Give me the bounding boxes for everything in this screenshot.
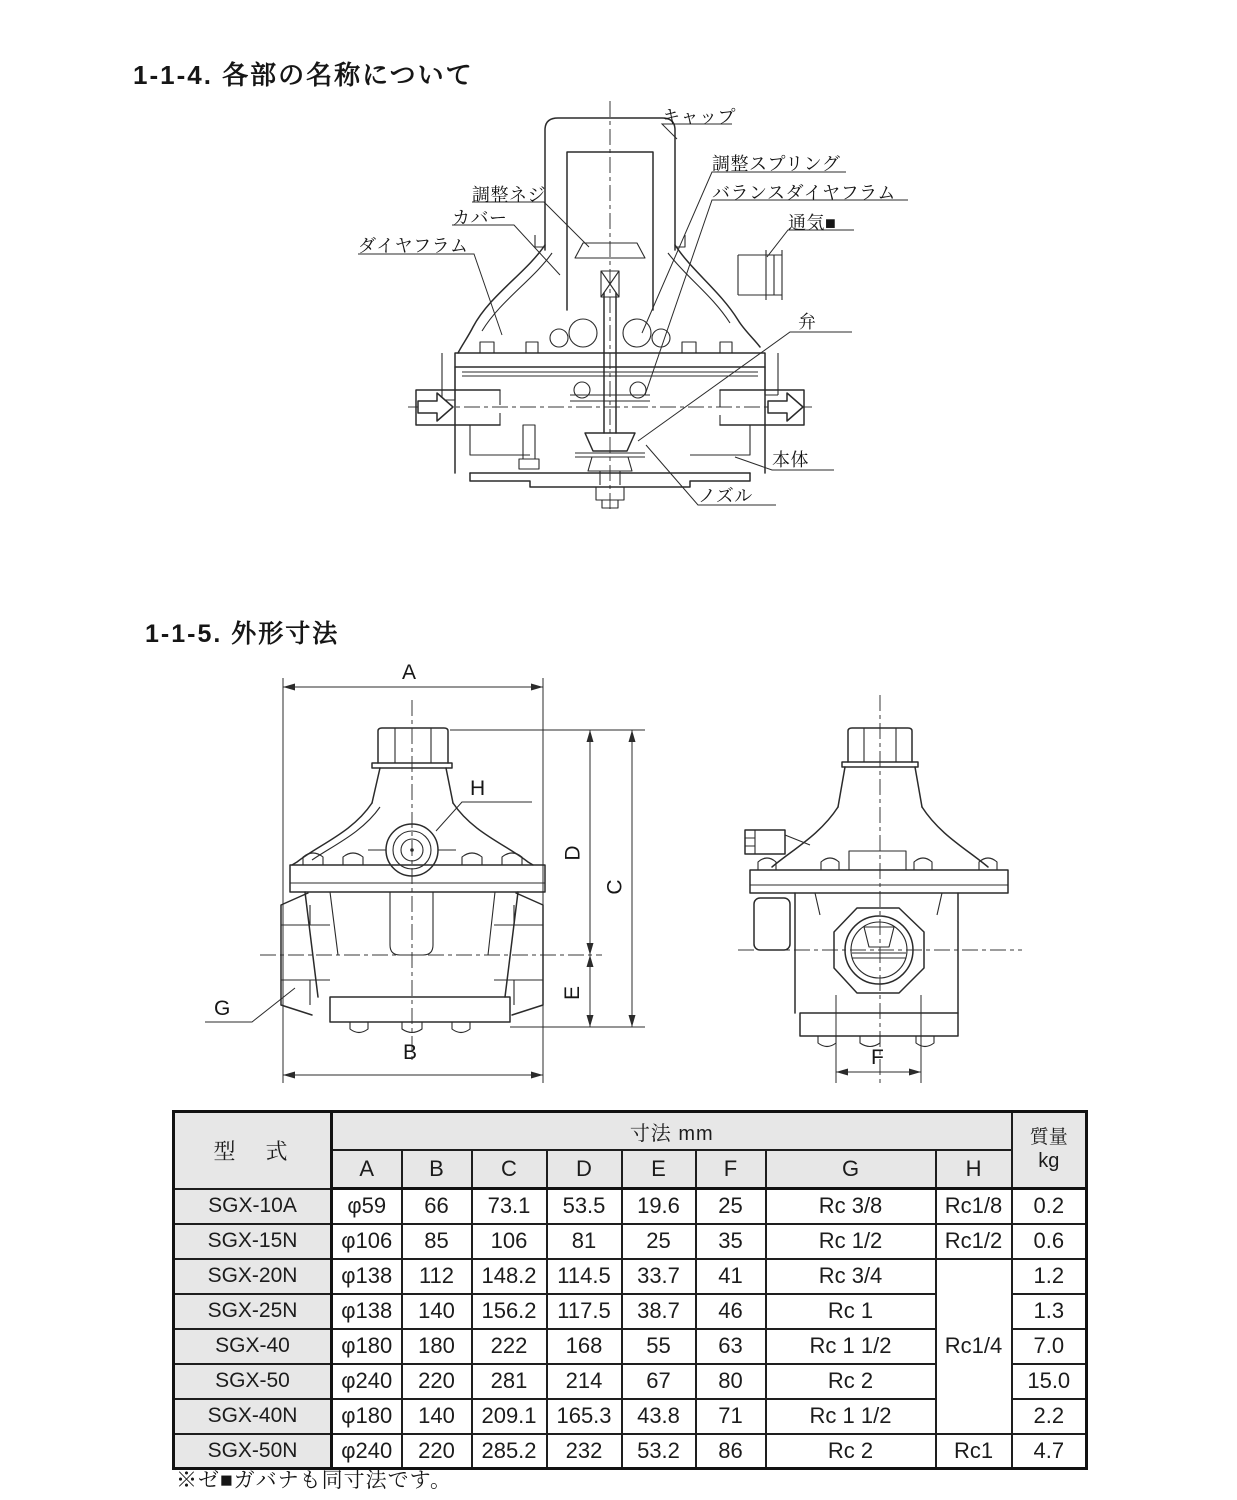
value-cell: Rc 1 [766, 1294, 936, 1329]
side-view-drawing [720, 655, 1040, 1095]
bottom-cover [330, 997, 510, 1033]
vent-box [745, 830, 810, 854]
section-title-dimensions: 1-1-5. 外形寸法 [145, 620, 340, 648]
col-header-a: A [332, 1150, 402, 1189]
model-cell: SGX-40N [174, 1399, 332, 1434]
outlet-arrow [768, 393, 803, 421]
value-cell: 156.2 [472, 1294, 547, 1329]
value-cell: Rc 3/4 [766, 1259, 936, 1294]
label-cap: キャップ [662, 107, 736, 127]
value-cell: 81 [547, 1224, 622, 1259]
value-cell: 55 [622, 1329, 696, 1364]
value-cell: 222 [472, 1329, 547, 1364]
value-cell: 209.1 [472, 1399, 547, 1434]
mass-unit-label: kg [1038, 1150, 1060, 1173]
value-cell: Rc 2 [766, 1364, 936, 1399]
value-cell: 25 [622, 1224, 696, 1259]
value-cell: 25 [696, 1189, 766, 1224]
value-cell: 117.5 [547, 1294, 622, 1329]
value-cell: 106 [472, 1224, 547, 1259]
value-cell: 19.6 [622, 1189, 696, 1224]
table-row [174, 1224, 1087, 1259]
flange [290, 865, 545, 892]
model-cell: SGX-15N [174, 1224, 332, 1259]
value-cell: Rc1 [936, 1434, 1012, 1469]
label-adjust-screw: 調整ネジ [472, 185, 546, 205]
col-header-b: B [402, 1150, 472, 1189]
value-cell: 1.2 [1012, 1259, 1087, 1294]
value-cell: Rc1/2 [936, 1224, 1012, 1259]
value-cell: 220 [402, 1434, 472, 1469]
label-cover: カバー [452, 208, 508, 228]
value-cell: 67 [622, 1364, 696, 1399]
value-cell: φ59 [332, 1189, 402, 1224]
value-cell: 214 [547, 1364, 622, 1399]
bottom-cover [800, 1013, 958, 1047]
value-cell: φ106 [332, 1224, 402, 1259]
label-adjust-spring: 調整スプリング [712, 154, 841, 174]
spec-table-wrap [172, 1110, 1088, 1470]
value-cell: 220 [402, 1364, 472, 1399]
value-cell: 46 [696, 1294, 766, 1329]
label-diaphragm: ダイヤフラム [358, 236, 469, 256]
col-header-d: D [547, 1150, 622, 1189]
model-cell: SGX-25N [174, 1294, 332, 1329]
left-port [281, 893, 330, 1015]
col-header-c: C [472, 1150, 547, 1189]
table-row [174, 1259, 1087, 1294]
value-cell: 180 [402, 1329, 472, 1364]
value-cell: 285.2 [472, 1434, 547, 1469]
value-cell: 165.3 [547, 1399, 622, 1434]
value-cell: 168 [547, 1329, 622, 1364]
label-valve: 弁 [798, 312, 817, 332]
value-cell: 38.7 [622, 1294, 696, 1329]
dim-e: E [561, 985, 585, 1001]
value-cell: 71 [696, 1399, 766, 1434]
table-row [174, 1189, 1087, 1224]
spring-case-outline [567, 152, 653, 310]
value-cell: 0.6 [1012, 1224, 1087, 1259]
flange [750, 870, 1008, 893]
value-cell: 35 [696, 1224, 766, 1259]
value-cell: 1.3 [1012, 1294, 1087, 1329]
dim-b: B [403, 1041, 418, 1064]
value-cell: φ180 [332, 1399, 402, 1434]
dims-header: 寸法 mm [332, 1112, 1012, 1151]
value-cell: 2.2 [1012, 1399, 1087, 1434]
value-cell: φ240 [332, 1364, 402, 1399]
value-cell: Rc1/4 [936, 1259, 1012, 1434]
footnote: ※ゼ■ガバナも同寸法です。 [176, 1469, 453, 1492]
col-header-f: F [696, 1150, 766, 1189]
value-cell: φ180 [332, 1329, 402, 1364]
value-cell: φ138 [332, 1294, 402, 1329]
value-cell: Rc 1 1/2 [766, 1329, 936, 1364]
value-cell: 43.8 [622, 1399, 696, 1434]
dim-d: D [561, 845, 585, 861]
dim-f: F [871, 1046, 884, 1069]
value-cell: Rc 1 1/2 [766, 1399, 936, 1434]
value-cell: 63 [696, 1329, 766, 1364]
label-nozzle: ノズル [698, 486, 753, 506]
value-cell: Rc 1/2 [766, 1224, 936, 1259]
section-title-parts: 1-1-4. 各部の名称について [133, 60, 474, 90]
dim-g: G [214, 997, 231, 1020]
value-cell: 7.0 [1012, 1329, 1087, 1364]
spec-table-body [174, 1189, 1087, 1469]
value-cell: 41 [696, 1259, 766, 1294]
value-cell: 85 [402, 1224, 472, 1259]
spec-table [172, 1110, 1088, 1470]
cover-outline [458, 245, 760, 353]
mass-header [1012, 1112, 1087, 1189]
model-cell: SGX-40 [174, 1329, 332, 1364]
value-cell: 114.5 [547, 1259, 622, 1294]
value-cell: 148.2 [472, 1259, 547, 1294]
front-view-drawing [200, 655, 660, 1090]
label-vent: 通気■ [788, 213, 837, 233]
side-boss [754, 898, 790, 950]
value-cell: 232 [547, 1434, 622, 1469]
leader-lines [205, 802, 532, 1022]
col-header-e: E [622, 1150, 696, 1189]
value-cell: 73.1 [472, 1189, 547, 1224]
label-body: 本体 [772, 450, 809, 470]
inlet-arrow [418, 393, 453, 421]
value-cell: 112 [402, 1259, 472, 1294]
col-header-h: H [936, 1150, 1012, 1189]
label-balance-diaphragm: バランスダイヤフラム [712, 183, 896, 203]
dim-c: C [603, 879, 627, 895]
value-cell: Rc 2 [766, 1434, 936, 1469]
value-cell: φ138 [332, 1259, 402, 1294]
value-cell: 86 [696, 1434, 766, 1469]
value-cell: 80 [696, 1364, 766, 1399]
value-cell: 53.5 [547, 1189, 622, 1224]
vent-port [738, 250, 782, 300]
model-header: 型 式 [174, 1112, 332, 1189]
mass-header-label: 質量 [1029, 1126, 1068, 1148]
col-header-g: G [766, 1150, 936, 1189]
value-cell: Rc1/8 [936, 1189, 1012, 1224]
value-cell: 140 [402, 1399, 472, 1434]
model-cell: SGX-20N [174, 1259, 332, 1294]
value-cell: 281 [472, 1364, 547, 1399]
dim-h: H [470, 777, 486, 800]
dim-a: A [402, 661, 417, 684]
value-cell: 66 [402, 1189, 472, 1224]
model-cell: SGX-10A [174, 1189, 332, 1224]
value-cell: 15.0 [1012, 1364, 1087, 1399]
value-cell: 0.2 [1012, 1189, 1087, 1224]
value-cell: 4.7 [1012, 1434, 1087, 1469]
value-cell: Rc 3/8 [766, 1189, 936, 1224]
value-cell: 53.2 [622, 1434, 696, 1469]
model-cell: SGX-50 [174, 1364, 332, 1399]
value-cell: φ240 [332, 1434, 402, 1469]
model-cell: SGX-50N [174, 1434, 332, 1469]
flange-bolts [758, 851, 997, 870]
value-cell: 140 [402, 1294, 472, 1329]
value-cell: 33.7 [622, 1259, 696, 1294]
